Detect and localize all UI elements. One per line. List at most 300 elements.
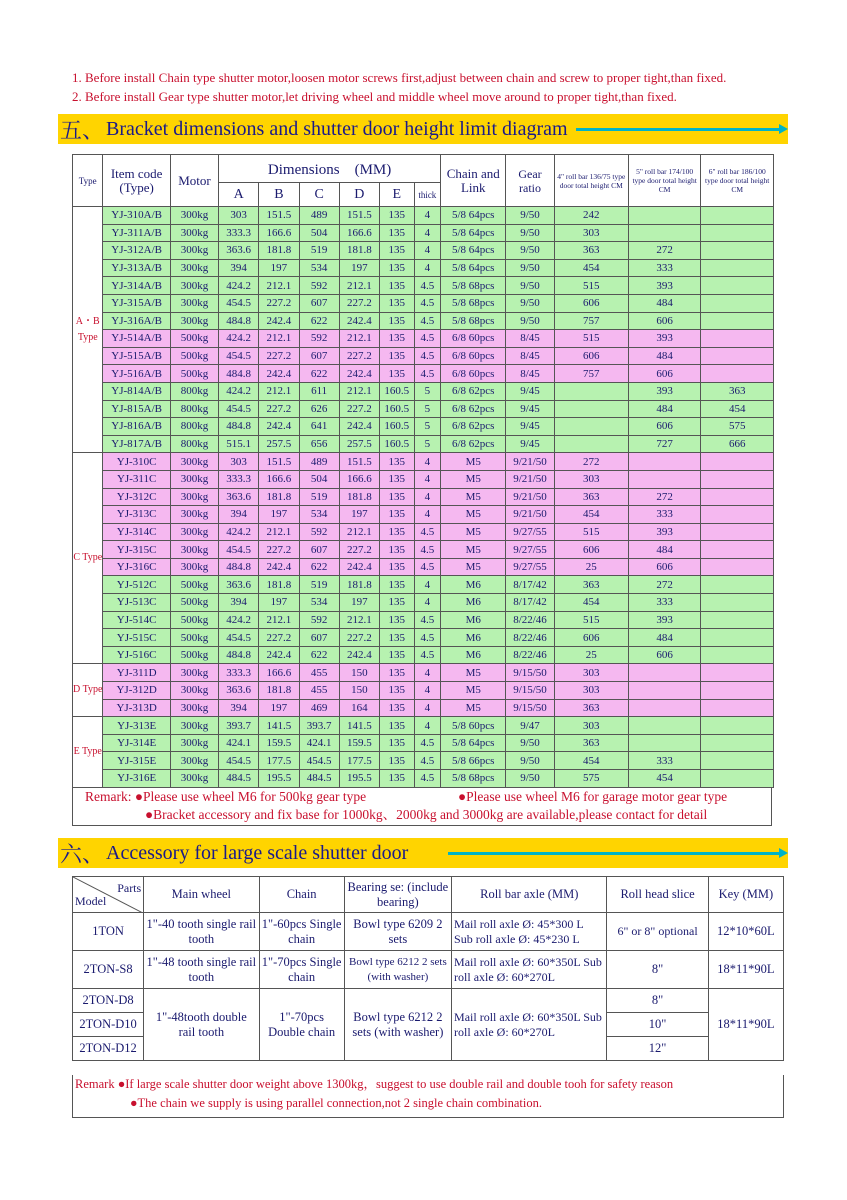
table-cell	[701, 224, 774, 242]
table-cell: 300kg	[170, 259, 218, 277]
table-cell: 212.1	[259, 330, 299, 348]
table-cell: 212.1	[339, 330, 379, 348]
table-cell: 9/50	[506, 224, 554, 242]
remark-2-b: ●The chain we supply is using parallel connection,not 2 single chain combination.	[130, 1096, 542, 1110]
remark-1-c: ●Bracket accessory and fix base for 1000kg、2000kg and 3000kg are available,please contact for detail	[145, 807, 708, 822]
table-cell: 8/22/46	[506, 646, 554, 664]
table-cell: 257.5	[259, 435, 299, 453]
table-cell: 257.5	[339, 435, 379, 453]
table-cell: 9/50	[506, 259, 554, 277]
table-cell: 500kg	[170, 347, 218, 365]
table-cell	[628, 207, 701, 225]
table-cell: 500kg	[170, 576, 218, 594]
table-cell: 424.2	[219, 611, 259, 629]
table-cell: 135	[379, 259, 414, 277]
section-5-title: Bracket dimensions and shutter door height limit diagram	[106, 117, 568, 140]
table-cell: 454.5	[219, 752, 259, 770]
acc-key: 18*11*90L	[708, 951, 783, 989]
table-cell: 303	[554, 470, 628, 488]
table-cell	[701, 558, 774, 576]
table-cell: 212.1	[339, 382, 379, 400]
table-cell: 393	[628, 330, 701, 348]
section-5-banner	[58, 114, 788, 144]
table-cell: 197	[259, 594, 299, 612]
table-cell: 622	[299, 558, 339, 576]
table-row	[73, 312, 774, 330]
table-cell: M5	[441, 470, 506, 488]
table-cell: 159.5	[259, 734, 299, 752]
table-cell: 6/8 62pcs	[441, 382, 506, 400]
table-row	[73, 594, 774, 612]
table-cell: 454	[554, 506, 628, 524]
table-cell: 9/50	[506, 734, 554, 752]
table-cell: 9/50	[506, 242, 554, 260]
section-6-banner	[58, 838, 788, 868]
table-cell: 181.8	[339, 576, 379, 594]
table-cell: 454	[554, 259, 628, 277]
table-cell: YJ-313C	[103, 506, 170, 524]
acc-axle: Mail roll axle Ø: 60*350L Sub roll axle Ø: 60*270L	[452, 951, 607, 989]
type-group-label: C Type	[73, 453, 103, 664]
table-row	[73, 470, 774, 488]
table-cell: 300kg	[170, 506, 218, 524]
table-cell: 5/8 60pcs	[441, 717, 506, 735]
table-cell: 212.1	[259, 277, 299, 295]
table-cell: 393	[628, 277, 701, 295]
table-cell	[701, 734, 774, 752]
table-cell: 300kg	[170, 682, 218, 700]
table-cell: 177.5	[339, 752, 379, 770]
table-cell: 212.1	[259, 523, 299, 541]
table-cell: 4.5	[414, 347, 441, 365]
table-cell: 227.2	[259, 541, 299, 559]
table-cell: 242	[554, 207, 628, 225]
table-cell: 195.5	[339, 770, 379, 788]
table-cell: M6	[441, 646, 506, 664]
table-cell	[701, 770, 774, 788]
table-cell: 484.8	[219, 558, 259, 576]
table-cell: 363	[554, 699, 628, 717]
table-row	[73, 207, 774, 225]
table-cell: 454.5	[219, 347, 259, 365]
table-cell: 394	[219, 594, 259, 612]
table-cell: 5	[414, 418, 441, 436]
table-cell	[701, 242, 774, 260]
table-cell: 592	[299, 523, 339, 541]
table-row	[73, 365, 774, 383]
table-cell: YJ-313D	[103, 699, 170, 717]
table-cell: 424.2	[219, 277, 259, 295]
type-group-label: A・B Type	[73, 207, 103, 453]
table-cell: 424.2	[219, 523, 259, 541]
table-cell: 197	[259, 506, 299, 524]
acc-axle: Mail roll axle Ø: 45*300 L Sub roll axle Ø: 45*230 L	[452, 913, 607, 951]
table-cell: 227.2	[259, 400, 299, 418]
table-row	[73, 646, 774, 664]
table-cell: 4.5	[414, 611, 441, 629]
table-cell: 6/8 62pcs	[441, 418, 506, 436]
table-cell: 504	[299, 224, 339, 242]
table-cell: 4	[414, 259, 441, 277]
table-cell: 641	[299, 418, 339, 436]
acc-slice: 6" or 8" optional	[607, 913, 708, 951]
table-cell: 8/45	[506, 347, 554, 365]
table-cell: YJ-314A/B	[103, 277, 170, 295]
table-row	[73, 611, 774, 629]
table-cell: 25	[554, 646, 628, 664]
table-cell	[554, 418, 628, 436]
corner-model: Model	[75, 893, 107, 908]
table-cell: 606	[628, 418, 701, 436]
table-cell: 519	[299, 488, 339, 506]
table-cell: YJ-315A/B	[103, 294, 170, 312]
table-cell: 4	[414, 242, 441, 260]
table-row	[73, 400, 774, 418]
table-cell: 454.5	[299, 752, 339, 770]
table-cell: 393.7	[219, 717, 259, 735]
table-cell: 300kg	[170, 752, 218, 770]
table-cell: M5	[441, 558, 506, 576]
table-cell: 6/8 62pcs	[441, 400, 506, 418]
acc-header-key: Key (MM)	[708, 877, 783, 913]
table-cell: 300kg	[170, 294, 218, 312]
table-cell: 160.5	[379, 418, 414, 436]
table-cell: YJ-313A/B	[103, 259, 170, 277]
table-cell: 135	[379, 506, 414, 524]
table-cell: 5/8 68pcs	[441, 294, 506, 312]
corner-cell	[73, 877, 144, 913]
type-group-label: D Type	[73, 664, 103, 717]
table-cell: 4	[414, 488, 441, 506]
table-cell: 135	[379, 365, 414, 383]
table-cell: 469	[299, 699, 339, 717]
header-gear: Gear ratio	[506, 155, 554, 207]
table-cell: YJ-311C	[103, 470, 170, 488]
table-cell: 242.4	[339, 646, 379, 664]
table-cell: M6	[441, 629, 506, 647]
table-cell: 757	[554, 365, 628, 383]
table-cell: 656	[299, 435, 339, 453]
table-cell: 454.5	[219, 400, 259, 418]
arrow-line-icon	[576, 128, 782, 131]
table-cell: YJ-514C	[103, 611, 170, 629]
table-cell: 9/15/50	[506, 664, 554, 682]
table-cell: 135	[379, 224, 414, 242]
table-cell: 393	[628, 523, 701, 541]
table-cell: 607	[299, 347, 339, 365]
header-roll6: 6" roll bar 186/100 type door total height CM	[701, 155, 774, 207]
table-cell: 394	[219, 699, 259, 717]
table-cell	[701, 752, 774, 770]
table-cell: 151.5	[339, 453, 379, 471]
table-cell: YJ-316A/B	[103, 312, 170, 330]
table-cell: 9/27/55	[506, 541, 554, 559]
table-cell: 4.5	[414, 541, 441, 559]
table-cell: 575	[701, 418, 774, 436]
table-row	[73, 682, 774, 700]
table-cell: 4	[414, 506, 441, 524]
table-cell: 300kg	[170, 470, 218, 488]
table-cell: 484	[628, 629, 701, 647]
table-cell: 227.2	[339, 294, 379, 312]
table-cell: 455	[299, 682, 339, 700]
table-cell: YJ-515A/B	[103, 347, 170, 365]
table-cell	[701, 541, 774, 559]
table-cell: 135	[379, 717, 414, 735]
header-b: B	[259, 183, 299, 207]
table-cell: 515	[554, 330, 628, 348]
table-cell	[628, 224, 701, 242]
table-cell: 424.2	[219, 330, 259, 348]
table-cell: 800kg	[170, 418, 218, 436]
table-cell	[701, 488, 774, 506]
header-a: A	[219, 183, 259, 207]
table-cell: 394	[219, 259, 259, 277]
table-cell: 160.5	[379, 382, 414, 400]
remark-1	[72, 788, 772, 826]
table-cell: YJ-512C	[103, 576, 170, 594]
table-cell	[628, 699, 701, 717]
table-cell	[701, 365, 774, 383]
table-cell: 5	[414, 400, 441, 418]
section-5-index: 五、	[60, 117, 105, 143]
table-cell: 242.4	[339, 418, 379, 436]
remark-1-a: ●Please use wheel M6 for 500kg gear type	[134, 789, 367, 804]
acc-axle: Mail roll axle Ø: 60*350L Sub roll axle Ø: 60*270L	[452, 989, 607, 1061]
table-cell: 363.6	[219, 488, 259, 506]
table-cell: 666	[701, 435, 774, 453]
table-cell: 8/17/42	[506, 594, 554, 612]
table-cell: 6/8 60pcs	[441, 330, 506, 348]
table-row	[73, 752, 774, 770]
table-cell: 4	[414, 699, 441, 717]
table-cell: YJ-815A/B	[103, 400, 170, 418]
table-cell: 4.5	[414, 277, 441, 295]
table-cell: 606	[628, 646, 701, 664]
table-row	[73, 699, 774, 717]
table-row	[73, 418, 774, 436]
table-cell: 303	[554, 682, 628, 700]
table-cell: 6/8 62pcs	[441, 435, 506, 453]
table-cell: 181.8	[339, 242, 379, 260]
acc-bearing: Bowl type 6212 2 sets (with washer)	[344, 989, 451, 1061]
table-cell: 8/22/46	[506, 611, 554, 629]
acc-header-wheel: Main wheel	[144, 877, 259, 913]
table-cell: 212.1	[259, 382, 299, 400]
table-row	[73, 576, 774, 594]
table-cell	[628, 682, 701, 700]
table-cell: 5/8 68pcs	[441, 277, 506, 295]
table-cell: M5	[441, 453, 506, 471]
section-6-index: 六、	[60, 841, 105, 867]
header-dimensions: Dimensions (MM)	[219, 155, 441, 183]
table-cell: 363.6	[219, 242, 259, 260]
table-cell: 454.5	[219, 541, 259, 559]
table-cell	[628, 470, 701, 488]
table-cell	[701, 470, 774, 488]
table-cell: 606	[628, 558, 701, 576]
table-cell: YJ-514A/B	[103, 330, 170, 348]
table-cell: 484	[628, 541, 701, 559]
table-cell: 227.2	[339, 541, 379, 559]
table-cell: 166.6	[259, 664, 299, 682]
table-cell: 160.5	[379, 435, 414, 453]
table-cell: 4.5	[414, 523, 441, 541]
table-cell: 606	[554, 294, 628, 312]
arrow-line-icon	[448, 852, 782, 855]
table-cell: 135	[379, 294, 414, 312]
table-cell: 9/21/50	[506, 488, 554, 506]
table-cell: 534	[299, 259, 339, 277]
table-cell	[554, 382, 628, 400]
table-cell: 363.6	[219, 682, 259, 700]
acc-model-2ton-d8: 2TON-D8	[73, 989, 144, 1013]
table-cell: 333.3	[219, 664, 259, 682]
bracket-table-body	[73, 207, 774, 788]
table-cell: 272	[628, 242, 701, 260]
remark-2-a: Remark ●If large scale shutter door weight above 1300kg，suggest to use double rail and double tooh for safety reason	[75, 1077, 674, 1091]
table-cell: 9/15/50	[506, 699, 554, 717]
table-cell: 135	[379, 594, 414, 612]
table-cell: 363	[701, 382, 774, 400]
table-cell: 9/15/50	[506, 682, 554, 700]
table-cell: 4	[414, 664, 441, 682]
table-cell	[701, 294, 774, 312]
table-cell	[701, 717, 774, 735]
table-cell: 212.1	[339, 611, 379, 629]
table-cell: 454	[628, 770, 701, 788]
table-cell: 197	[259, 259, 299, 277]
table-cell: 5/8 64pcs	[441, 242, 506, 260]
table-cell: YJ-516C	[103, 646, 170, 664]
table-cell: M6	[441, 576, 506, 594]
table-cell: 519	[299, 576, 339, 594]
table-cell: 393	[628, 382, 701, 400]
table-cell: 4	[414, 576, 441, 594]
table-cell: 177.5	[259, 752, 299, 770]
table-cell: 166.6	[339, 224, 379, 242]
table-cell: 135	[379, 207, 414, 225]
table-cell: 500kg	[170, 611, 218, 629]
table-cell: 515	[554, 277, 628, 295]
table-cell: 227.2	[339, 629, 379, 647]
table-cell: 272	[554, 453, 628, 471]
table-cell: 484	[628, 347, 701, 365]
table-cell: 151.5	[259, 207, 299, 225]
acc-chain: 1"-70pcs Single chain	[259, 951, 344, 989]
table-cell: 800kg	[170, 382, 218, 400]
table-cell: 300kg	[170, 277, 218, 295]
table-cell: 515	[554, 611, 628, 629]
table-row	[73, 506, 774, 524]
table-cell: 454	[554, 752, 628, 770]
table-cell: 4	[414, 453, 441, 471]
table-cell: M5	[441, 699, 506, 717]
table-cell: 333.3	[219, 224, 259, 242]
acc-slice: 8"	[607, 951, 708, 989]
header-roll5: 5" roll bar 174/100 type door total height CM	[628, 155, 701, 207]
table-cell: 6/8 60pcs	[441, 365, 506, 383]
acc-wheel: 1"-40 tooth single rail tooth	[144, 913, 259, 951]
table-cell: 622	[299, 646, 339, 664]
table-cell: 363	[554, 488, 628, 506]
table-cell	[701, 629, 774, 647]
table-cell: 592	[299, 611, 339, 629]
table-cell: 454.5	[219, 629, 259, 647]
table-cell: 9/45	[506, 400, 554, 418]
acc-header-slice: Roll head slice	[607, 877, 708, 913]
table-cell: 757	[554, 312, 628, 330]
table-row	[73, 435, 774, 453]
table-cell: 135	[379, 611, 414, 629]
table-cell: 5	[414, 435, 441, 453]
header-e: E	[379, 183, 414, 207]
table-cell: YJ-316C	[103, 558, 170, 576]
table-cell: 4	[414, 470, 441, 488]
table-cell: 9/50	[506, 277, 554, 295]
table-cell: 424.1	[219, 734, 259, 752]
table-cell: 300kg	[170, 558, 218, 576]
table-cell: 4.5	[414, 770, 441, 788]
table-cell: 4.5	[414, 312, 441, 330]
table-cell: 135	[379, 277, 414, 295]
remark-2	[72, 1075, 784, 1118]
table-row	[73, 277, 774, 295]
table-cell	[701, 682, 774, 700]
table-cell: 504	[299, 470, 339, 488]
table-row	[73, 453, 774, 471]
header-item-code: Item code (Type)	[103, 155, 170, 207]
table-cell: 455	[299, 664, 339, 682]
table-cell	[628, 717, 701, 735]
table-cell: 135	[379, 347, 414, 365]
table-cell: 197	[339, 259, 379, 277]
table-cell: M5	[441, 523, 506, 541]
table-cell: 300kg	[170, 523, 218, 541]
table-row	[73, 330, 774, 348]
acc-header-axle: Roll bar axle (MM)	[452, 877, 607, 913]
table-cell: 500kg	[170, 594, 218, 612]
table-cell: 606	[554, 541, 628, 559]
table-cell: 4.5	[414, 629, 441, 647]
table-cell: 150	[339, 664, 379, 682]
header-c: C	[299, 183, 339, 207]
table-cell: 484.5	[219, 770, 259, 788]
table-cell: 150	[339, 682, 379, 700]
table-cell: 300kg	[170, 242, 218, 260]
table-cell	[701, 611, 774, 629]
table-cell: 8/22/46	[506, 629, 554, 647]
acc-bearing: Bowl type 6212 2 sets (with washer)	[344, 951, 451, 989]
acc-header-bearing: Bearing se: (include bearing)	[344, 877, 451, 913]
table-cell: 303	[554, 664, 628, 682]
table-cell: 9/45	[506, 418, 554, 436]
table-cell: 8/45	[506, 330, 554, 348]
table-cell: YJ-310C	[103, 453, 170, 471]
table-cell: 212.1	[259, 611, 299, 629]
table-cell: 197	[339, 506, 379, 524]
table-cell: YJ-312D	[103, 682, 170, 700]
table-cell: 727	[628, 435, 701, 453]
table-cell: 300kg	[170, 770, 218, 788]
table-cell: 800kg	[170, 435, 218, 453]
table-cell: 4.5	[414, 734, 441, 752]
table-cell: 606	[628, 365, 701, 383]
table-cell: 166.6	[259, 224, 299, 242]
table-cell: M5	[441, 506, 506, 524]
table-cell: 242.4	[259, 312, 299, 330]
table-cell: 9/45	[506, 435, 554, 453]
